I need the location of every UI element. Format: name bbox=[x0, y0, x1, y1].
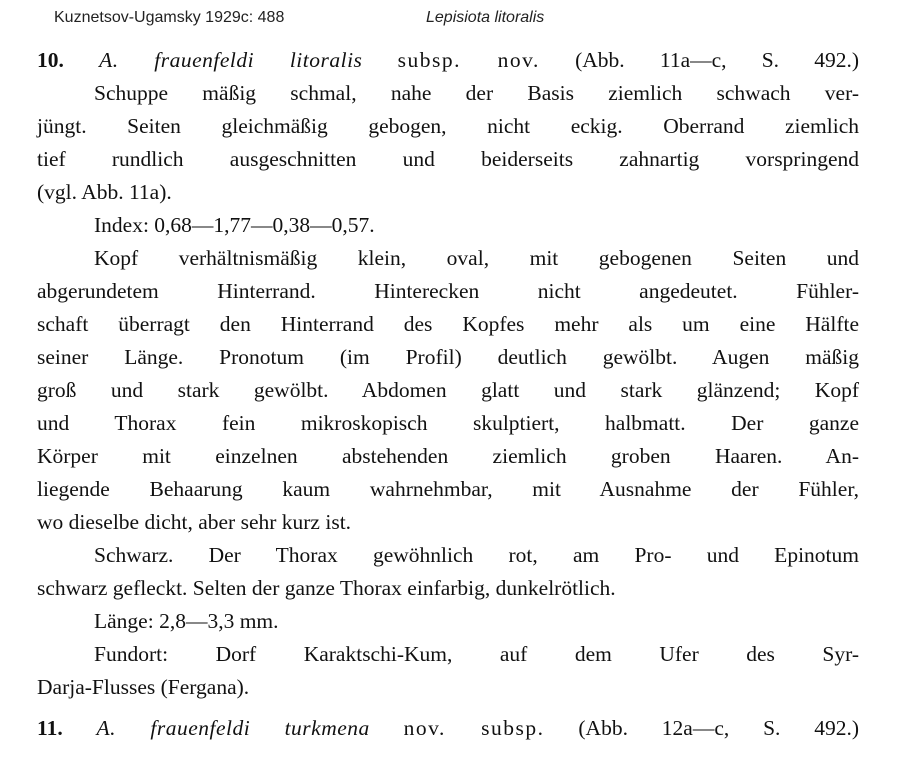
paragraph-line: jüngt. Seiten gleichmäßig gebogen, nicht eckig. Oberrand ziemlich bbox=[37, 114, 859, 138]
paragraph-line: Schwarz. Der Thorax gewöhnlich rot, am Pro- und Epinotum bbox=[94, 543, 859, 567]
paragraph-line: groß und stark gewölbt. Abdomen glatt und stark glänzend; Kopf bbox=[37, 378, 859, 402]
paragraph-line: und Thorax fein mikroskopisch skulptiert, halbmatt. Der ganze bbox=[37, 411, 859, 435]
page-header bbox=[54, 9, 874, 33]
paragraph-line: (vgl. Abb. 11a). bbox=[37, 180, 172, 204]
figure-reference: (Abb. 12a—c, S. 492.) bbox=[578, 716, 860, 740]
paragraph-line: abgerundetem Hinterrand. Hinterecken nicht angedeutet. Fühler- bbox=[37, 279, 859, 303]
paragraph-line: seiner Länge. Pronotum (im Profil) deutlich gewölbt. Augen mäßig bbox=[37, 345, 859, 369]
locality-line bbox=[37, 638, 859, 671]
paragraph-line: tief rundlich ausgeschnitten und beiderseits zahnartig vorspringend bbox=[37, 147, 859, 171]
taxon-name: A. frauenfeldi turkmena bbox=[96, 716, 370, 740]
citation-source: Kuznetsov-Ugamsky 1929c: 488 bbox=[54, 9, 285, 26]
paragraph-line: Kopf verhältnismäßig klein, oval, mit gebogenen Seiten und bbox=[94, 246, 859, 270]
paragraph-line: liegende Behaarung kaum wahrnehmbar, mit Ausnahme der Fühler, bbox=[37, 477, 859, 501]
taxon-title: Lepisiota litoralis bbox=[426, 9, 545, 26]
figure-reference: (Abb. 11a—c, S. 492.) bbox=[575, 48, 860, 72]
taxon-heading-11: 11. A. frauenfeldi turkmena nov. subsp. (Abb. 12a—c, S. 492.) bbox=[37, 716, 860, 740]
taxon-rank: nov. subsp. bbox=[403, 716, 545, 740]
paragraph-line: wo dieselbe dicht, aber sehr kurz ist. bbox=[37, 510, 352, 534]
taxon-rank: subsp. nov. bbox=[397, 48, 540, 72]
taxon-name: A. frauenfeldi litoralis bbox=[99, 48, 363, 72]
length-line: Länge: 2,8—3,3 mm. bbox=[94, 609, 279, 633]
locality-text: Dorf Karaktschi-Kum, auf dem Ufer des Syr- bbox=[215, 642, 860, 666]
paragraph-line: Körper mit einzelnen abstehenden ziemlich groben Haaren. An- bbox=[37, 444, 859, 468]
paragraph-line: schaft überragt den Hinterrand des Kopfes mehr als um eine Hälfte bbox=[37, 312, 859, 336]
paragraph-line: schwarz gefleckt. Selten der ganze Thorax einfarbig, dunkelrötlich. bbox=[37, 576, 616, 600]
paragraph-line: Darja-Flusses (Fergana). bbox=[37, 675, 250, 699]
index-line: Index: 0,68—1,77—0,38—0,57. bbox=[94, 213, 375, 237]
scanned-text bbox=[37, 44, 859, 745]
locality-label: Fundort: bbox=[94, 642, 169, 666]
paragraph-line: Schuppe mäßig schmal, nahe der Basis ziemlich schwach ver- bbox=[94, 81, 859, 105]
taxon-heading-10: 10. A. frauenfeldi litoralis subsp. nov. (Abb. 11a—c, S. 492.) bbox=[37, 48, 860, 72]
